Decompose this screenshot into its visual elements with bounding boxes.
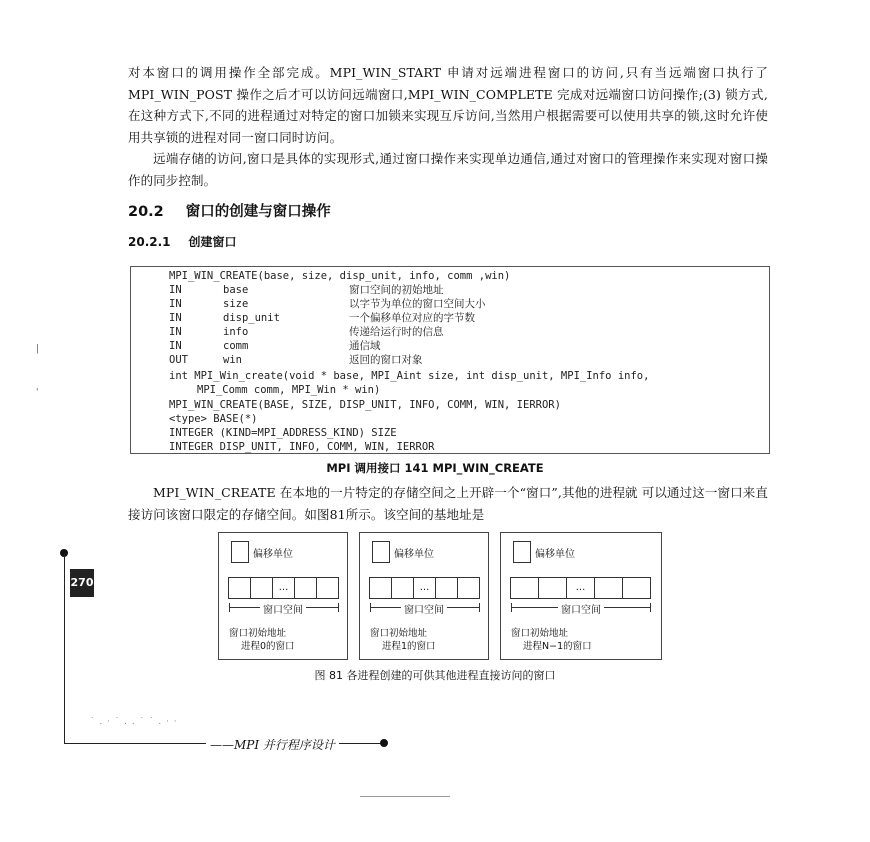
- arg-dir: IN: [169, 340, 182, 352]
- page-number: 270: [70, 569, 94, 597]
- arg-name: base: [223, 284, 249, 296]
- window-cell: [622, 577, 651, 599]
- window-cell: [294, 577, 317, 599]
- margin-mark: ': [36, 388, 39, 398]
- subsection-heading: [128, 233, 237, 250]
- window-cells: [370, 577, 480, 599]
- window-cell: [457, 577, 480, 599]
- c-binding-line-1: int MPI_Win_create(void * base, MPI_Aint size, int disp_unit, MPI_Info info,: [169, 370, 650, 382]
- window-span-label: 窗口空间: [401, 605, 447, 616]
- offset-unit-label: 偏移单位: [253, 549, 293, 560]
- window-cell: [538, 577, 567, 599]
- fortran-binding-line-1: MPI_WIN_CREATE(BASE, SIZE, DISP_UNIT, INFO, COMM, WIN, IERROR): [169, 399, 561, 411]
- bottom-scan-line: [360, 796, 450, 797]
- window-cell-ellipsis: ...: [566, 577, 595, 599]
- arg-dir: OUT: [169, 354, 188, 366]
- paragraph-win-create: MPI_WIN_CREATE 在本地的一片特定的存储空间之上开辟一个“窗口”,其他的进程就 可以通过这一窗口来直接访问该窗口限定的存储空间。如图81所示。该空间的基地址是: [128, 485, 768, 522]
- arg-name: comm: [223, 340, 249, 352]
- arg-desc: 传递给运行时的信息: [349, 326, 444, 338]
- process-window-label: 进程0的窗口: [241, 641, 295, 652]
- window-cell: [391, 577, 414, 599]
- window-cell: [228, 577, 251, 599]
- window-cells: [511, 577, 651, 599]
- section-heading: [128, 200, 331, 221]
- window-cell: [369, 577, 392, 599]
- arg-name: win: [223, 354, 242, 366]
- arg-desc: 窗口空间的初始地址: [349, 284, 444, 296]
- arg-dir: IN: [169, 284, 182, 296]
- window-address: [370, 627, 436, 653]
- margin-dot-bottom: [380, 739, 388, 747]
- window-cell-ellipsis: ...: [413, 577, 436, 599]
- arg-dir: IN: [169, 312, 182, 324]
- scan-noise: ˙ . · ˙ . . ˙ ˙ . · ·: [90, 717, 178, 727]
- arg-name: disp_unit: [223, 312, 280, 324]
- subsection-number: 20.2.1: [128, 235, 171, 249]
- arg-dir: IN: [169, 298, 182, 310]
- window-cell: [510, 577, 539, 599]
- subsection-title: 创建窗口: [188, 235, 237, 249]
- offset-unit-box: [513, 541, 531, 563]
- window-span-label: 窗口空间: [558, 605, 604, 616]
- intro-paragraph: 对本窗口的调用操作全部完成。MPI_WIN_START 申请对远端进程窗口的访问,只有当远端窗口执行了 MPI_WIN_POST 操作之后才可以访问远端窗口,MPI_WIN_COMPLETE 完成对远端窗口访问操作;(3) 锁方式,在这种方式下,不同的进程通过对特定的窗口加锁来实现互斥访问,当然用户根据需要可以使用共享的锁,这时允许使用共享锁的进程对同一窗口同时访问。: [128, 65, 768, 145]
- interface-box: [130, 266, 770, 454]
- paragraph-remote-access: 远端存储的访问,窗口是具体的实现形式,通过窗口操作来实现单边通信,通过对窗口的管理操作来实现对窗口操作的同步控制。: [128, 151, 768, 188]
- offset-unit-label: 偏移单位: [535, 549, 575, 560]
- margin-vertical-rule: [64, 553, 65, 743]
- process-window-label: 进程N−1的窗口: [523, 641, 592, 652]
- window-address: [511, 627, 592, 653]
- arg-desc: 一个偏移单位对应的字节数: [349, 312, 475, 324]
- arg-name: info: [223, 326, 249, 338]
- window-cell: [594, 577, 623, 599]
- figure-caption: 图 81 各进程创建的可供其他进程直接访问的窗口: [314, 669, 556, 682]
- window-panel-process-0: [218, 532, 348, 660]
- arg-desc: 返回的窗口对象: [349, 354, 423, 366]
- start-address-label: 窗口初始地址: [370, 628, 428, 639]
- process-window-label: 进程1的窗口: [382, 641, 436, 652]
- arg-dir: IN: [169, 326, 182, 338]
- section-title: 窗口的创建与窗口操作: [185, 204, 331, 220]
- window-cells: [229, 577, 339, 599]
- offset-unit-box: [372, 541, 390, 563]
- arg-desc: 以字节为单位的窗口空间大小: [349, 298, 486, 310]
- window-cell-ellipsis: ...: [272, 577, 295, 599]
- window-cell: [316, 577, 339, 599]
- interface-signature: MPI_WIN_CREATE(base, size, disp_unit, info, comm ,win): [169, 270, 511, 282]
- interface-caption: MPI 调用接口 141 MPI_WIN_CREATE: [326, 461, 544, 475]
- arg-name: size: [223, 298, 249, 310]
- running-footer: ——MPI 并行程序设计: [206, 736, 339, 753]
- window-cell: [435, 577, 458, 599]
- offset-unit-label: 偏移单位: [394, 549, 434, 560]
- fortran-binding-line-2: <type> BASE(*): [169, 413, 258, 425]
- fortran-binding-line-4: INTEGER DISP_UNIT, INFO, COMM, WIN, IERROR: [169, 441, 435, 453]
- start-address-label: 窗口初始地址: [229, 628, 287, 639]
- offset-unit-box: [231, 541, 249, 563]
- window-cell: [250, 577, 273, 599]
- start-address-label: 窗口初始地址: [511, 628, 569, 639]
- window-panel-process-n-1: [500, 532, 662, 660]
- c-binding-line-2: MPI_Comm comm, MPI_Win * win): [197, 384, 381, 396]
- arg-desc: 通信域: [349, 340, 381, 352]
- window-panel-process-1: [359, 532, 489, 660]
- margin-mark: |: [36, 344, 40, 354]
- window-address: [229, 627, 295, 653]
- section-number: 20.2: [128, 204, 164, 220]
- fortran-binding-line-3: INTEGER (KIND=MPI_ADDRESS_KIND) SIZE: [169, 427, 397, 439]
- window-span-label: 窗口空间: [260, 605, 306, 616]
